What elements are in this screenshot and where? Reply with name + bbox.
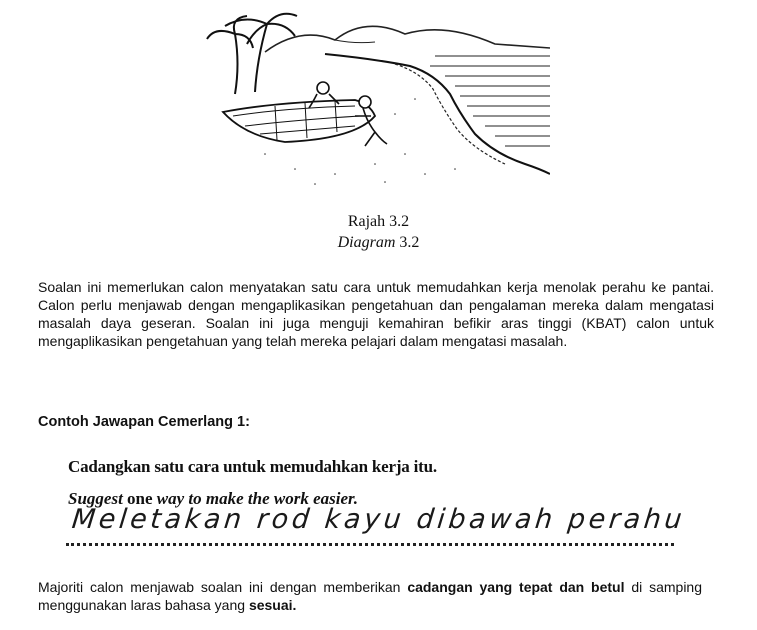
summary-bold2: sesuai. bbox=[248, 597, 297, 613]
question-malay: Cadangkan satu cara untuk memudahkan kerja itu. bbox=[68, 457, 437, 476]
summary-part1: Majoriti calon menjawab soalan ini dengan memberikan bbox=[38, 579, 408, 595]
palm-trees bbox=[207, 14, 297, 94]
figure-caption-english-number: 3.2 bbox=[399, 234, 420, 251]
figure-caption-english bbox=[0, 234, 757, 252]
figure-caption-malay: Rajah 3.2 bbox=[347, 213, 410, 230]
summary-bold1: cadangan yang tepat dan betul bbox=[407, 579, 625, 595]
boat bbox=[223, 100, 375, 142]
sea-waves bbox=[430, 56, 550, 146]
question-english-before: Suggest bbox=[68, 489, 128, 508]
answer-dotted-line bbox=[66, 543, 674, 546]
figure-caption-english-word: Diagram bbox=[337, 234, 396, 251]
summary-paragraph bbox=[38, 578, 702, 614]
question-english-after: way to make the work easier. bbox=[152, 489, 358, 508]
explanation-paragraph: Soalan ini memerlukan calon menyatakan satu cara untuk memudahkan kerja menolak perahu ke pantai. Calon perlu menjawab dengan mengaplikasikan pengetahuan dan pengalaman mereka dalam mengatasi masalah daya geseran. Soalan ini juga menguji kemahiran befikir aras tinggi (KBAT) calon untuk mengaplikasikan pengetahuan yang telah mereka pelajari dalam mengatasi masalah. bbox=[38, 279, 714, 349]
handwritten-answer: Meletakan rod kayu dibawah perahu bbox=[70, 504, 687, 535]
hills bbox=[265, 26, 550, 52]
summary-part2: di samping menggunakan laras bahasa yang bbox=[38, 579, 702, 613]
question-english-emph: one bbox=[127, 489, 153, 508]
beach-boat-illustration bbox=[205, 4, 550, 190]
answer-heading: Contoh Jawapan Cemerlang 1: bbox=[38, 414, 250, 430]
